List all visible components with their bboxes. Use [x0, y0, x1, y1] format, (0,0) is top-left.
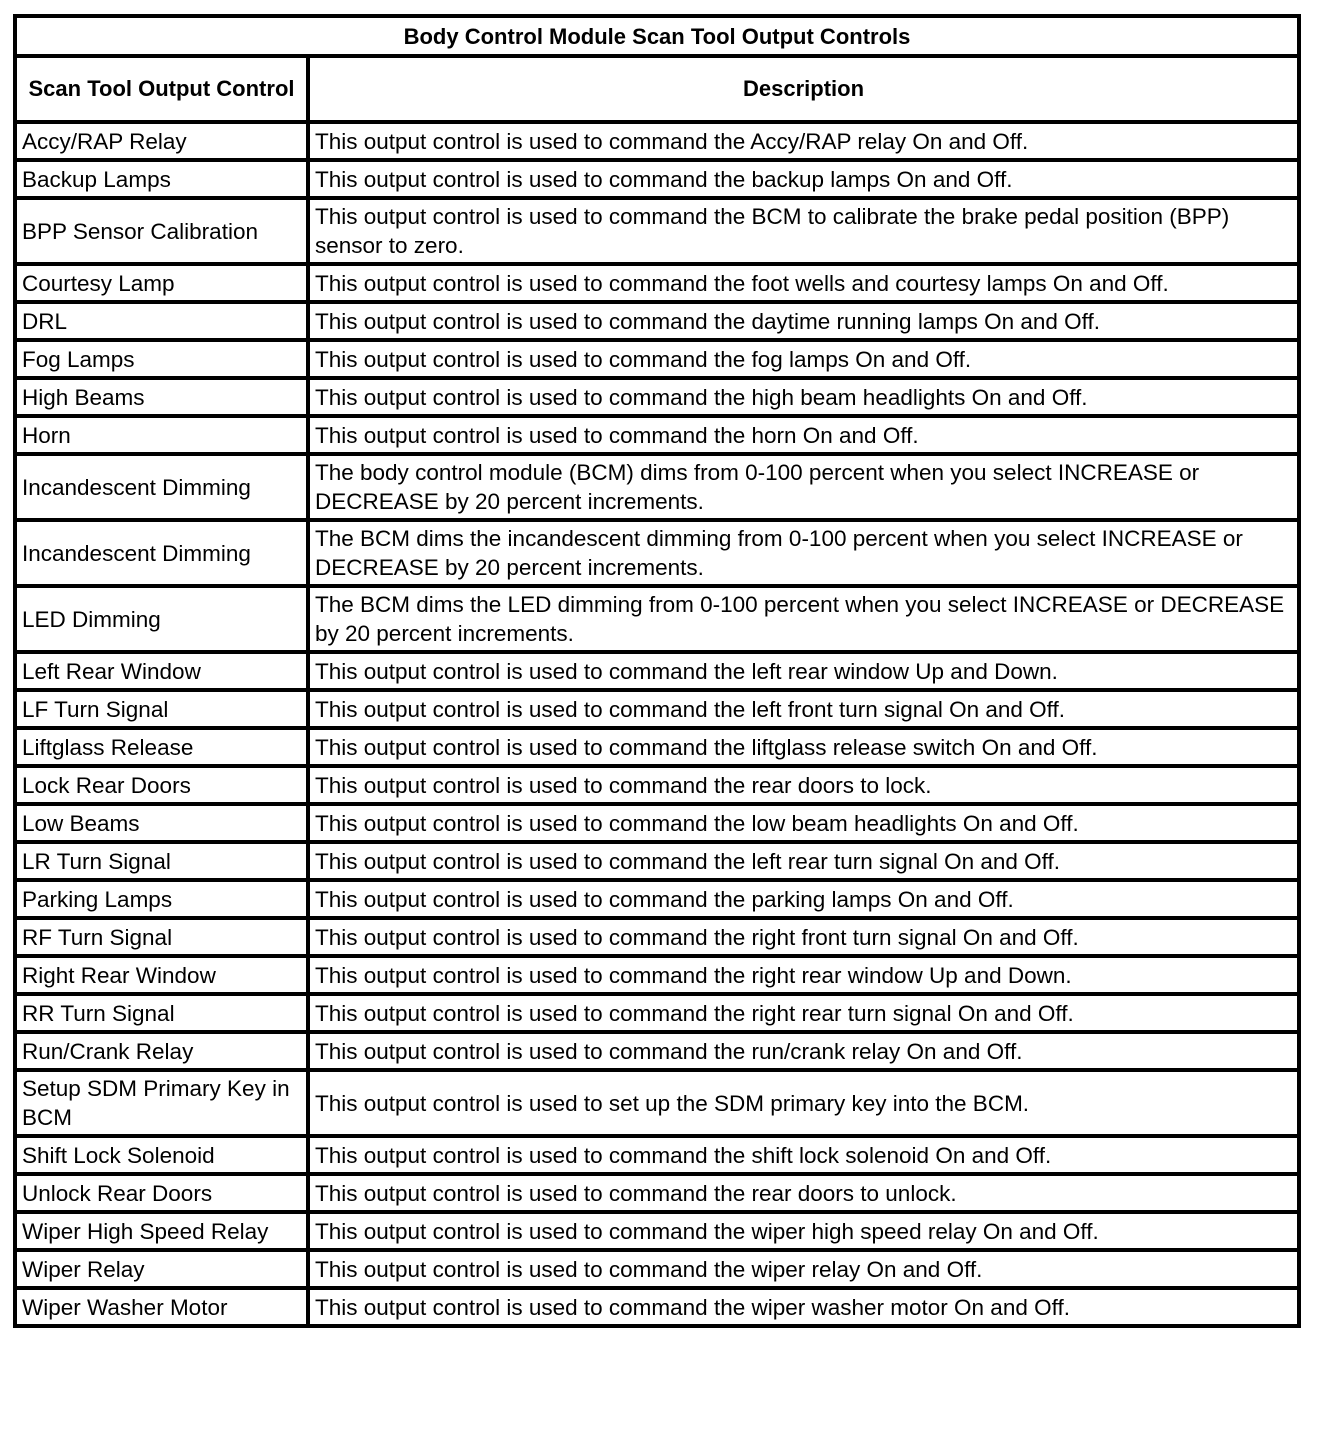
description-cell: This output control is used to command the horn On and Off.: [308, 416, 1299, 454]
control-cell: RR Turn Signal: [15, 994, 308, 1032]
table-row: [15, 1250, 1299, 1288]
description-cell: This output control is used to command the shift lock solenoid On and Off.: [308, 1136, 1299, 1174]
control-cell: Parking Lamps: [15, 880, 308, 918]
control-cell: Setup SDM Primary Key in BCM: [15, 1070, 308, 1136]
table-row: [15, 198, 1299, 264]
control-cell: Low Beams: [15, 804, 308, 842]
table-row: [15, 1070, 1299, 1136]
description-cell: This output control is used to command the fog lamps On and Off.: [308, 340, 1299, 378]
table-row: [15, 1032, 1299, 1070]
description-cell: This output control is used to command the rear doors to unlock.: [308, 1174, 1299, 1212]
table-row: [15, 378, 1299, 416]
table-row: [15, 160, 1299, 198]
control-cell: Incandescent Dimming: [15, 454, 308, 520]
table-row: [15, 1212, 1299, 1250]
control-cell: Right Rear Window: [15, 956, 308, 994]
description-cell: This output control is used to command the rear doors to lock.: [308, 766, 1299, 804]
table-row: [15, 1136, 1299, 1174]
description-cell: This output control is used to command the wiper relay On and Off.: [308, 1250, 1299, 1288]
table-row: [15, 416, 1299, 454]
description-cell: This output control is used to command the backup lamps On and Off.: [308, 160, 1299, 198]
description-cell: This output control is used to command the left front turn signal On and Off.: [308, 690, 1299, 728]
description-cell: This output control is used to command the run/crank relay On and Off.: [308, 1032, 1299, 1070]
table-row: [15, 122, 1299, 160]
control-cell: Left Rear Window: [15, 652, 308, 690]
table-title-row: [15, 16, 1299, 56]
control-cell: LR Turn Signal: [15, 842, 308, 880]
control-cell: DRL: [15, 302, 308, 340]
description-cell: This output control is used to command the wiper washer motor On and Off.: [308, 1288, 1299, 1326]
description-cell: The BCM dims the LED dimming from 0-100 percent when you select INCREASE or DECREASE by 20 percent increments.: [308, 586, 1299, 652]
description-cell: This output control is used to command the parking lamps On and Off.: [308, 880, 1299, 918]
control-cell: Horn: [15, 416, 308, 454]
description-cell: This output control is used to command the right front turn signal On and Off.: [308, 918, 1299, 956]
description-cell: This output control is used to command the left rear turn signal On and Off.: [308, 842, 1299, 880]
description-cell: This output control is used to set up the SDM primary key into the BCM.: [308, 1070, 1299, 1136]
control-cell: Liftglass Release: [15, 728, 308, 766]
control-cell: Shift Lock Solenoid: [15, 1136, 308, 1174]
control-cell: High Beams: [15, 378, 308, 416]
description-cell: This output control is used to command the Accy/RAP relay On and Off.: [308, 122, 1299, 160]
control-cell: Backup Lamps: [15, 160, 308, 198]
description-cell: This output control is used to command the low beam headlights On and Off.: [308, 804, 1299, 842]
table-row: [15, 804, 1299, 842]
description-cell: This output control is used to command the wiper high speed relay On and Off.: [308, 1212, 1299, 1250]
table-row: [15, 728, 1299, 766]
description-cell: This output control is used to command the high beam headlights On and Off.: [308, 378, 1299, 416]
control-cell: Unlock Rear Doors: [15, 1174, 308, 1212]
control-cell: BPP Sensor Calibration: [15, 198, 308, 264]
table-row: [15, 690, 1299, 728]
table-row: [15, 302, 1299, 340]
control-cell: Wiper Washer Motor: [15, 1288, 308, 1326]
column-header-description: Description: [308, 56, 1299, 122]
table-row: [15, 264, 1299, 302]
control-cell: Courtesy Lamp: [15, 264, 308, 302]
control-cell: RF Turn Signal: [15, 918, 308, 956]
table-row: [15, 1174, 1299, 1212]
table-row: [15, 766, 1299, 804]
table-row: [15, 918, 1299, 956]
table-row: [15, 520, 1299, 586]
table-row: [15, 652, 1299, 690]
control-cell: LF Turn Signal: [15, 690, 308, 728]
table-row: [15, 956, 1299, 994]
control-cell: Fog Lamps: [15, 340, 308, 378]
description-cell: This output control is used to command the right rear turn signal On and Off.: [308, 994, 1299, 1032]
table-row: [15, 454, 1299, 520]
control-cell: Run/Crank Relay: [15, 1032, 308, 1070]
description-cell: This output control is used to command the left rear window Up and Down.: [308, 652, 1299, 690]
table-row: [15, 994, 1299, 1032]
control-cell: Lock Rear Doors: [15, 766, 308, 804]
table-title: Body Control Module Scan Tool Output Controls: [15, 16, 1299, 56]
column-header-control: Scan Tool Output Control: [15, 56, 308, 122]
description-cell: This output control is used to command the BCM to calibrate the brake pedal position (BPP) sensor to zero.: [308, 198, 1299, 264]
table-row: [15, 880, 1299, 918]
description-cell: This output control is used to command the daytime running lamps On and Off.: [308, 302, 1299, 340]
control-cell: Incandescent Dimming: [15, 520, 308, 586]
table-row: [15, 340, 1299, 378]
table-row: [15, 1288, 1299, 1326]
table-row: [15, 586, 1299, 652]
description-cell: This output control is used to command the liftglass release switch On and Off.: [308, 728, 1299, 766]
output-controls-table: [13, 14, 1301, 1328]
description-cell: This output control is used to command the foot wells and courtesy lamps On and Off.: [308, 264, 1299, 302]
description-cell: This output control is used to command the right rear window Up and Down.: [308, 956, 1299, 994]
table-row: [15, 842, 1299, 880]
control-cell: Wiper High Speed Relay: [15, 1212, 308, 1250]
control-cell: Wiper Relay: [15, 1250, 308, 1288]
description-cell: The body control module (BCM) dims from 0-100 percent when you select INCREASE or DECREASE by 20 percent increments.: [308, 454, 1299, 520]
control-cell: Accy/RAP Relay: [15, 122, 308, 160]
description-cell: The BCM dims the incandescent dimming from 0-100 percent when you select INCREASE or DECREASE by 20 percent increments.: [308, 520, 1299, 586]
control-cell: LED Dimming: [15, 586, 308, 652]
table-header-row: [15, 56, 1299, 122]
